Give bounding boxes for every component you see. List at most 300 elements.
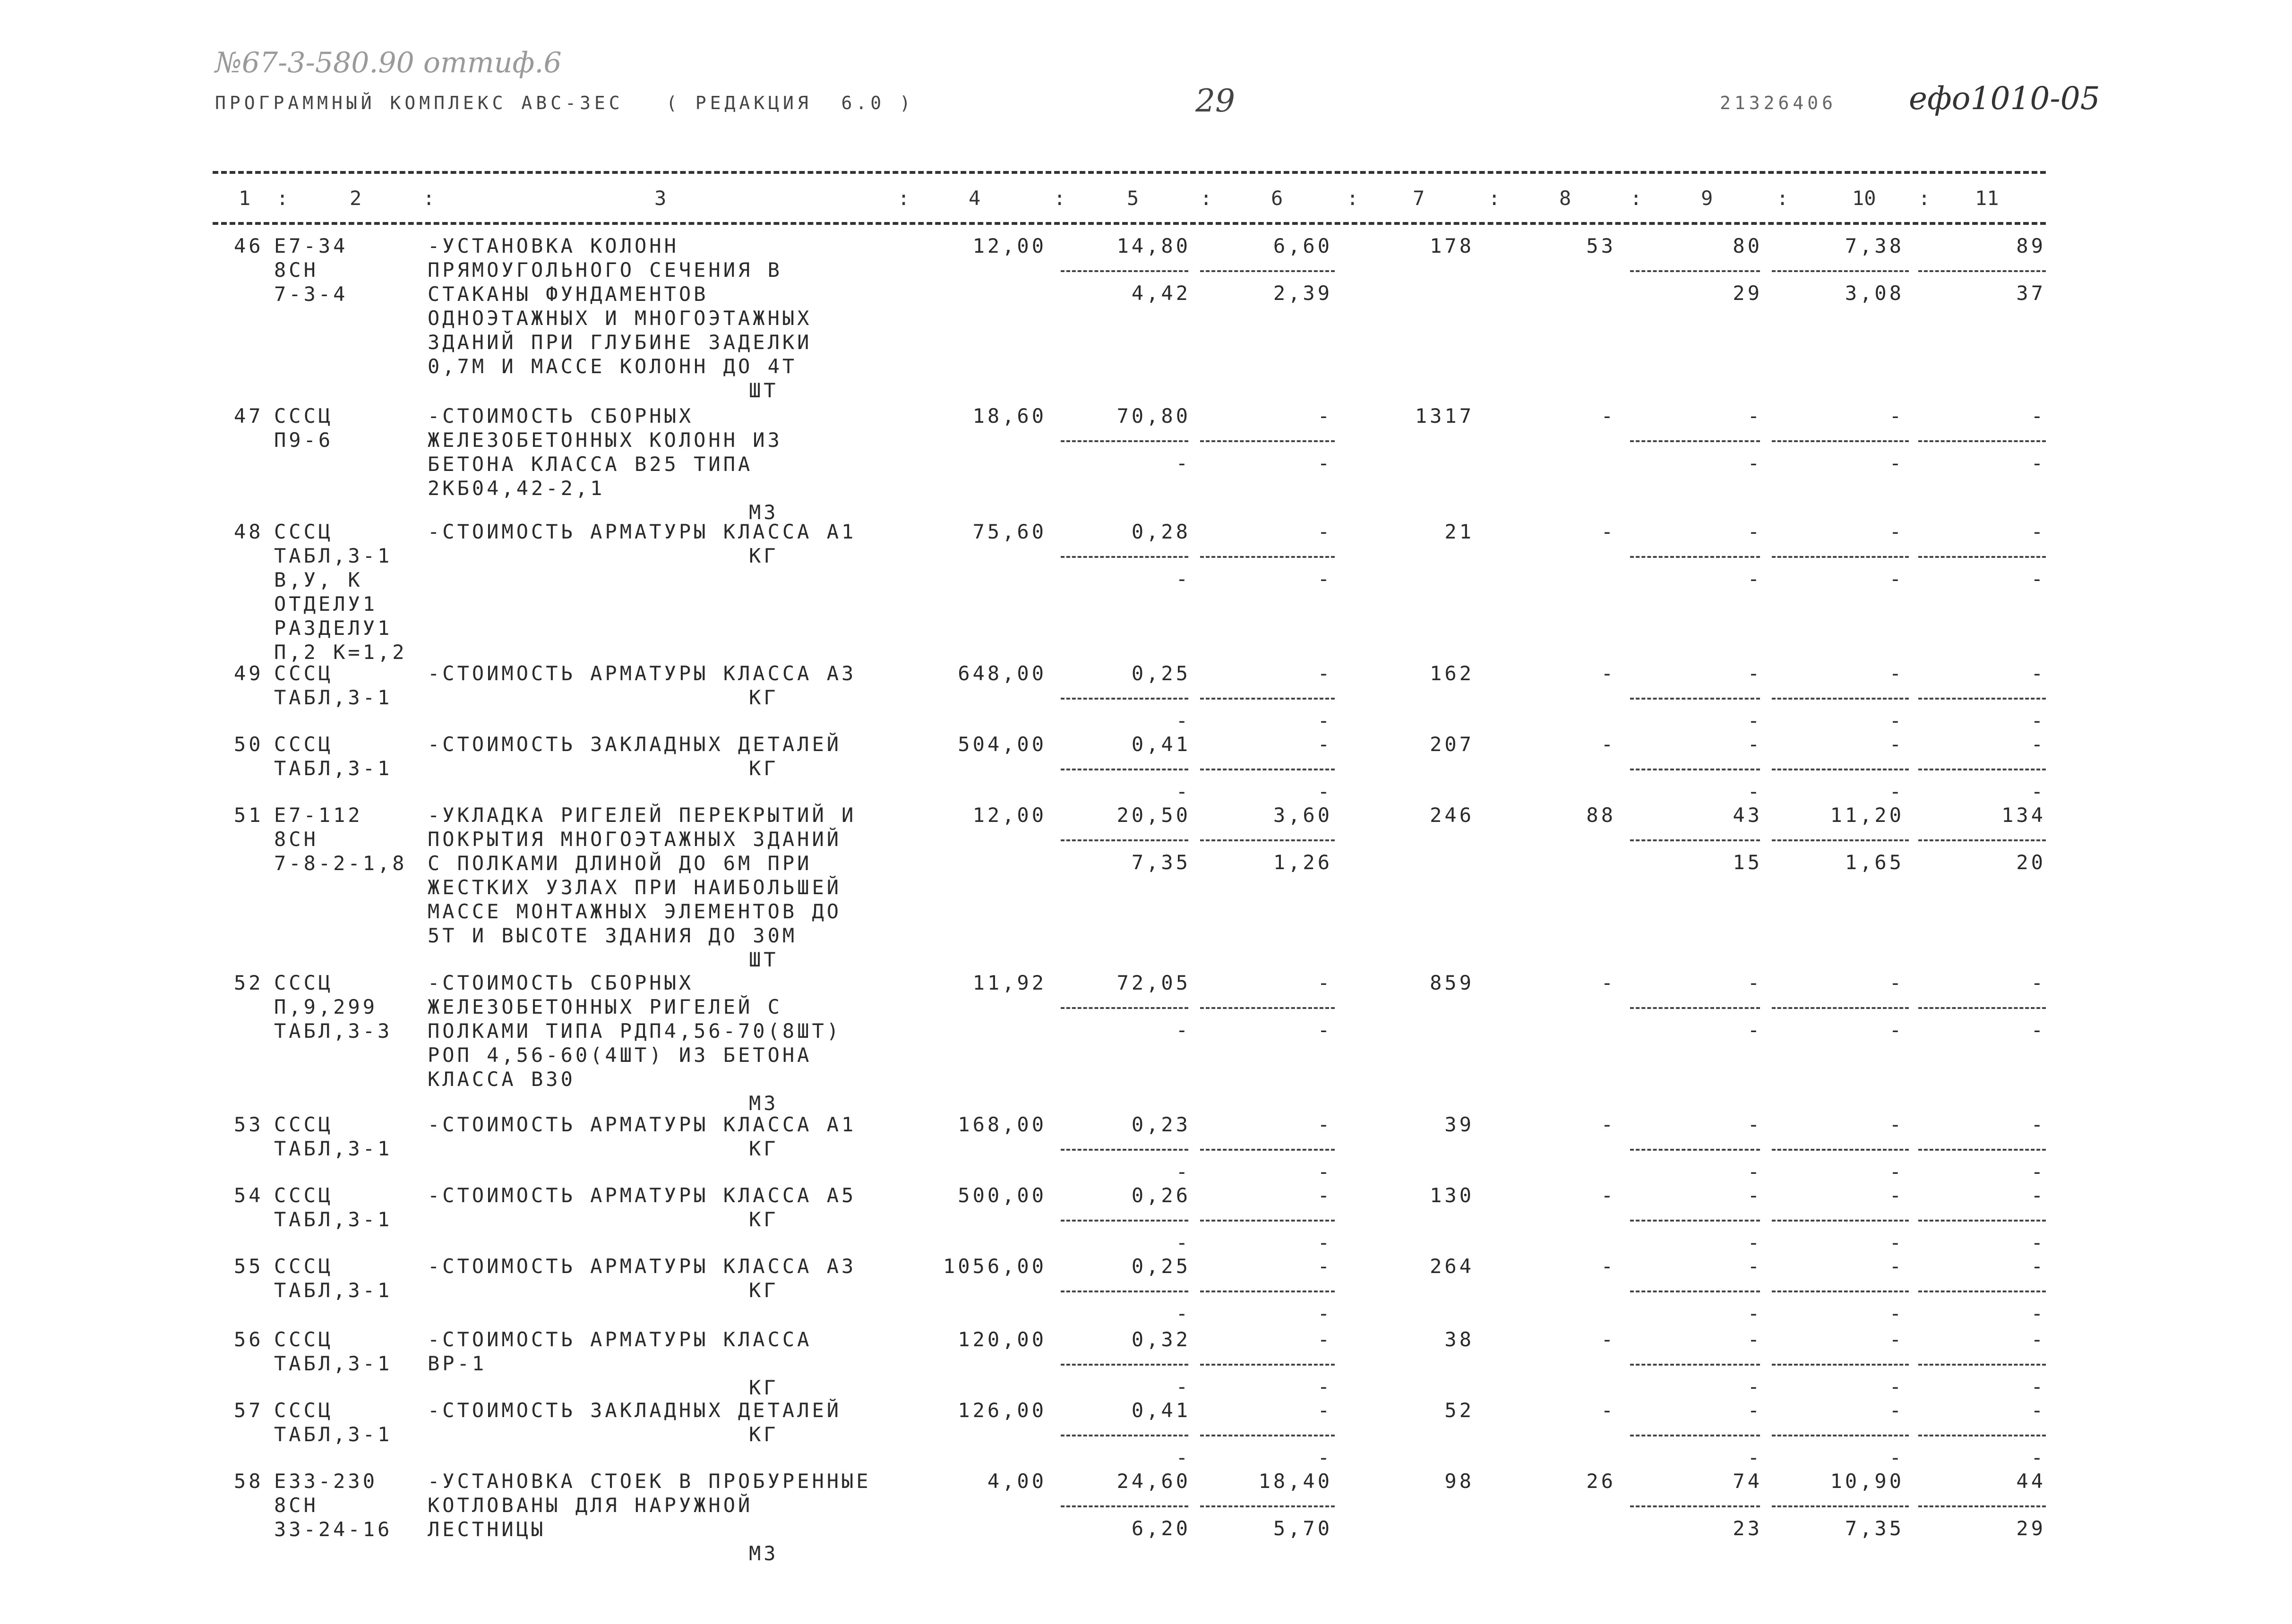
column-separator: : (898, 187, 910, 210)
value-underline (1772, 270, 1909, 272)
value-c10b: - (1889, 780, 1904, 803)
value-c11b: - (2031, 780, 2046, 803)
value-underline (1918, 1364, 2046, 1366)
value-underline (1200, 440, 1335, 442)
value-c6b: 2,39 (1273, 282, 1332, 305)
work-description-line: ЖЕЛЕЗОБЕТОННЫХ КОЛОНН ИЗ (428, 428, 782, 452)
value-underline (1061, 839, 1188, 841)
value-c9b: - (1747, 1018, 1762, 1042)
value-underline (1772, 1007, 1909, 1009)
value-c6: - (1317, 1113, 1332, 1136)
row-number: 53 (234, 1113, 264, 1136)
value-underline (1772, 1364, 1909, 1366)
work-description-line: -СТОИМОСТЬ АРМАТУРЫ КЛАССА А1 (428, 1113, 857, 1136)
value-c9b: - (1747, 1231, 1762, 1254)
value-c10: - (1889, 1184, 1904, 1207)
value-c10: - (1889, 1328, 1904, 1351)
value-c5b: - (1176, 1018, 1191, 1042)
column-header-9: 9 (1701, 187, 1713, 210)
value-underline (1630, 1435, 1760, 1436)
value-c6: 18,40 (1258, 1470, 1332, 1493)
rate-code-line: ТАБЛ,3-1 (274, 544, 393, 567)
value-underline (1918, 1149, 2046, 1151)
work-description-line: С ПОЛКАМИ ДЛИНОЙ ДО 6М ПРИ (428, 852, 812, 875)
value-c5: 0,28 (1131, 520, 1191, 543)
rate-code-line: П,9,299 (274, 995, 378, 1018)
row-number: 48 (234, 520, 264, 543)
unit-of-measure: КГ (749, 757, 779, 780)
value-c7: 178 (1430, 234, 1474, 257)
column-header-5: 5 (1127, 187, 1139, 210)
rate-code-line: ОТДЕЛУ1 (274, 592, 378, 615)
rate-code-line: СССЦ (274, 1399, 334, 1422)
value-c8: - (1601, 1184, 1616, 1207)
handwritten-code: ефо1010-05 (1909, 80, 2100, 117)
value-c11b: 29 (2016, 1517, 2046, 1540)
unit-of-measure: КГ (749, 1137, 779, 1160)
value-underline (1200, 270, 1335, 272)
row-number: 54 (234, 1184, 264, 1207)
work-description-line: ВР-1 (428, 1352, 487, 1375)
column-header-7: 7 (1413, 187, 1425, 210)
rate-code-line: П,2 К=1,2 (274, 641, 407, 664)
value-underline (1630, 1007, 1760, 1009)
unit-of-measure: КГ (749, 686, 779, 709)
value-c11: 89 (2016, 234, 2046, 257)
value-underline (1630, 1149, 1760, 1151)
value-c4: 1056,00 (943, 1255, 1047, 1278)
unit-of-measure: КГ (749, 1208, 779, 1231)
work-description-line: СТАКАНЫ ФУНДАМЕНТОВ (428, 282, 709, 306)
value-underline (1200, 1149, 1335, 1151)
value-underline (1061, 1435, 1188, 1436)
value-underline (1918, 1435, 2046, 1436)
row-number: 50 (234, 733, 264, 756)
value-c8: 88 (1586, 803, 1616, 827)
value-c9b: - (1747, 780, 1762, 803)
value-c5: 0,26 (1131, 1184, 1191, 1207)
value-c6: - (1317, 404, 1332, 427)
value-c9: - (1747, 971, 1762, 994)
value-c11b: - (2031, 1446, 2046, 1469)
value-c5: 70,80 (1116, 404, 1191, 427)
value-underline (1200, 1291, 1335, 1292)
work-description-line: ПОКРЫТИЯ МНОГОЭТАЖНЫХ ЗДАНИЙ (428, 828, 842, 851)
rate-code-line: ТАБЛ,3-1 (274, 1137, 393, 1160)
value-underline (1061, 440, 1188, 442)
value-underline (1200, 769, 1335, 770)
rate-code-line: ТАБЛ,3-1 (274, 1208, 393, 1231)
value-c4: 12,00 (972, 803, 1047, 827)
value-c10: 11,20 (1830, 803, 1904, 827)
value-c5: 72,05 (1116, 971, 1191, 994)
rate-code-line: РАЗДЕЛУ1 (274, 616, 393, 640)
value-c5b: - (1176, 709, 1191, 732)
value-c5b: - (1176, 1302, 1191, 1325)
rate-code-line: 33-24-16 (274, 1518, 393, 1541)
value-underline (1918, 1291, 2046, 1292)
rate-code-line: СССЦ (274, 520, 334, 543)
value-c11: 44 (2016, 1470, 2046, 1493)
value-c6: 3,60 (1273, 803, 1332, 827)
row-number: 52 (234, 971, 264, 994)
value-c7: 21 (1444, 520, 1474, 543)
value-c6: - (1317, 1184, 1332, 1207)
value-c5: 0,41 (1131, 733, 1191, 756)
value-c11b: - (2031, 1160, 2046, 1183)
value-c5b: - (1176, 1446, 1191, 1469)
value-underline (1200, 1364, 1335, 1366)
unit-of-measure: М3 (749, 1542, 779, 1565)
value-underline (1200, 1435, 1335, 1436)
value-c9: - (1747, 662, 1762, 685)
rate-code-line: 8СН (274, 1494, 318, 1517)
value-c4: 75,60 (972, 520, 1047, 543)
value-c5: 0,41 (1131, 1399, 1191, 1422)
rate-code-line: Е7-34 (274, 234, 348, 257)
column-separator: : (423, 187, 435, 210)
value-c10: - (1889, 520, 1904, 543)
value-underline (1772, 1505, 1909, 1507)
value-underline (1200, 698, 1335, 700)
value-c11b: 20 (2016, 851, 2046, 874)
value-c4: 648,00 (958, 662, 1047, 685)
value-c11: - (2031, 1328, 2046, 1351)
value-c5: 0,32 (1131, 1328, 1191, 1351)
work-description-line: КЛАССА В30 (428, 1068, 575, 1091)
rate-code-line: ТАБЛ,3-1 (274, 757, 393, 780)
value-underline (1630, 769, 1760, 770)
row-number: 56 (234, 1328, 264, 1351)
rate-code-line: СССЦ (274, 733, 334, 756)
value-c10b: - (1889, 1231, 1904, 1254)
value-c6b: - (1317, 780, 1332, 803)
work-description-line: -СТОИМОСТЬ АРМАТУРЫ КЛАССА А1 (428, 520, 857, 543)
value-c5: 0,25 (1131, 1255, 1191, 1278)
value-c10b: 1,65 (1845, 851, 1904, 874)
value-c6: - (1317, 971, 1332, 994)
value-c5b: 6,20 (1131, 1517, 1191, 1540)
value-c10: - (1889, 971, 1904, 994)
value-c4: 4,00 (987, 1470, 1047, 1493)
unit-of-measure: КГ (749, 1376, 779, 1399)
value-c8: - (1601, 971, 1616, 994)
value-underline (1918, 1007, 2046, 1009)
work-description-line: ЛЕСТНИЦЫ (428, 1518, 546, 1541)
value-underline (1061, 556, 1188, 558)
value-c8: - (1601, 733, 1616, 756)
value-c7: 98 (1444, 1470, 1474, 1493)
value-underline (1772, 1220, 1909, 1222)
value-c10b: - (1889, 1018, 1904, 1042)
value-c11b: - (2031, 1302, 2046, 1325)
value-c6: - (1317, 520, 1332, 543)
value-underline (1918, 839, 2046, 841)
value-underline (1918, 1505, 2046, 1507)
column-header-3: 3 (654, 187, 667, 210)
rate-code-line: СССЦ (274, 1255, 334, 1278)
rate-code-line: Е7-112 (274, 803, 363, 827)
header-bottom-rule (213, 222, 2046, 225)
rate-code-line: В,У, К (274, 568, 363, 591)
value-c8: - (1601, 1255, 1616, 1278)
value-c6b: 5,70 (1273, 1517, 1332, 1540)
value-c4: 126,00 (958, 1399, 1047, 1422)
value-c11: - (2031, 733, 2046, 756)
value-underline (1772, 839, 1909, 841)
value-c9b: - (1747, 567, 1762, 590)
rate-code-line: СССЦ (274, 404, 334, 427)
row-number: 55 (234, 1255, 264, 1278)
unit-of-measure: ШТ (749, 379, 779, 402)
value-underline (1200, 1505, 1335, 1507)
value-c10: - (1889, 1399, 1904, 1422)
value-c7: 1317 (1415, 404, 1474, 427)
rate-code-line: ТАБЛ,3-1 (274, 1423, 393, 1446)
value-c11: 134 (2001, 803, 2046, 827)
value-c9: 80 (1733, 234, 1762, 257)
row-number: 57 (234, 1399, 264, 1422)
value-c6b: - (1317, 1446, 1332, 1469)
value-c10: - (1889, 662, 1904, 685)
page-number: 29 (1195, 83, 1235, 119)
handwritten-reference: №67-3-580.90 оттиф.6 (215, 46, 562, 79)
work-description-line: -СТОИМОСТЬ ЗАКЛАДНЫХ ДЕТАЛЕЙ (428, 1399, 842, 1422)
value-c10b: - (1889, 567, 1904, 590)
value-c8: - (1601, 404, 1616, 427)
value-c10b: 3,08 (1845, 282, 1904, 305)
value-underline (1630, 1505, 1760, 1507)
rate-code-line: П9-6 (274, 428, 334, 452)
work-description-line: -СТОИМОСТЬ АРМАТУРЫ КЛАССА (428, 1328, 812, 1351)
value-c8: - (1601, 1328, 1616, 1351)
column-header-4: 4 (969, 187, 981, 210)
value-underline (1918, 440, 2046, 442)
unit-of-measure: М3 (749, 501, 779, 524)
row-number: 49 (234, 662, 264, 685)
value-c6: - (1317, 1255, 1332, 1278)
value-c10b: - (1889, 1302, 1904, 1325)
value-c5: 20,50 (1116, 803, 1191, 827)
value-c9: - (1747, 1399, 1762, 1422)
value-c9: - (1747, 1328, 1762, 1351)
value-c10b: - (1889, 1446, 1904, 1469)
value-underline (1772, 1149, 1909, 1151)
value-c9: - (1747, 520, 1762, 543)
column-separator: : (1488, 187, 1501, 210)
value-c10: 7,38 (1845, 234, 1904, 257)
column-separator: : (1777, 187, 1789, 210)
value-underline (1918, 698, 2046, 700)
value-c8: - (1601, 662, 1616, 685)
unit-of-measure: КГ (749, 544, 779, 567)
value-c9: - (1747, 733, 1762, 756)
program-edition: ( РЕДАКЦИЯ 6.0 ) (666, 93, 914, 113)
value-c6b: - (1317, 1231, 1332, 1254)
value-underline (1061, 769, 1188, 770)
value-underline (1061, 1220, 1188, 1222)
rate-code-line: ТАБЛ,3-1 (274, 1279, 393, 1302)
value-c8: - (1601, 520, 1616, 543)
unit-of-measure: М3 (749, 1092, 779, 1115)
value-underline (1772, 769, 1909, 770)
value-c8: 26 (1586, 1470, 1616, 1493)
value-c9b: - (1747, 1446, 1762, 1469)
value-c10b: - (1889, 1375, 1904, 1398)
header-top-rule (213, 171, 2046, 174)
value-c11: - (2031, 1113, 2046, 1136)
rate-code-line: СССЦ (274, 971, 334, 994)
value-c5b: - (1176, 452, 1191, 475)
value-c9: - (1747, 404, 1762, 427)
value-c6b: - (1317, 1160, 1332, 1183)
value-underline (1061, 270, 1188, 272)
value-c6b: - (1317, 1302, 1332, 1325)
value-c4: 168,00 (958, 1113, 1047, 1136)
value-c9b: - (1747, 1160, 1762, 1183)
value-c5b: - (1176, 567, 1191, 590)
value-underline (1772, 1435, 1909, 1436)
value-underline (1630, 1291, 1760, 1292)
value-c6b: - (1317, 567, 1332, 590)
value-c6: - (1317, 1399, 1332, 1422)
value-c10b: 7,35 (1845, 1517, 1904, 1540)
column-separator: : (1200, 187, 1212, 210)
value-c10: - (1889, 404, 1904, 427)
value-c11: - (2031, 520, 2046, 543)
value-c9b: - (1747, 452, 1762, 475)
work-description-line: ЖЕЛЕЗОБЕТОННЫХ РИГЕЛЕЙ С (428, 995, 782, 1018)
value-c9: - (1747, 1113, 1762, 1136)
rate-code-line: 7-3-4 (274, 282, 348, 306)
rate-code-line: 7-8-2-1,8 (274, 852, 407, 875)
value-c5: 24,60 (1116, 1470, 1191, 1493)
row-number: 58 (234, 1470, 264, 1493)
value-c10b: - (1889, 452, 1904, 475)
value-underline (1061, 1291, 1188, 1292)
value-c5b: - (1176, 1375, 1191, 1398)
value-underline (1630, 556, 1760, 558)
value-c9b: - (1747, 1302, 1762, 1325)
value-c10b: - (1889, 1160, 1904, 1183)
value-c6b: - (1317, 709, 1332, 732)
value-c5: 0,25 (1131, 662, 1191, 685)
value-c10: - (1889, 733, 1904, 756)
value-underline (1918, 556, 2046, 558)
work-description-line: ОДНОЭТАЖНЫХ И МНОГОЭТАЖНЫХ (428, 307, 812, 330)
value-c7: 859 (1430, 971, 1474, 994)
value-c9: - (1747, 1184, 1762, 1207)
value-c5b: - (1176, 1160, 1191, 1183)
column-header-1: 1 (239, 187, 251, 210)
row-number: 47 (234, 404, 264, 427)
value-c4: 500,00 (958, 1184, 1047, 1207)
rate-code-line: СССЦ (274, 662, 334, 685)
value-c5b: 7,35 (1131, 851, 1191, 874)
work-description-line: 2КБ04,42-2,1 (428, 477, 605, 500)
value-c10b: - (1889, 709, 1904, 732)
work-description-line: РОП 4,56-60(4ШТ) ИЗ БЕТОНА (428, 1043, 812, 1067)
column-header-6: 6 (1271, 187, 1283, 210)
value-c6b: - (1317, 1375, 1332, 1398)
column-header-2: 2 (350, 187, 362, 210)
value-c7: 52 (1444, 1399, 1474, 1422)
row-number: 46 (234, 234, 264, 257)
value-c11: - (2031, 404, 2046, 427)
value-c9b: - (1747, 709, 1762, 732)
value-c7: 130 (1430, 1184, 1474, 1207)
rate-code-line: 8СН (274, 828, 318, 851)
work-description-line: КОТЛОВАНЫ ДЛЯ НАРУЖНОЙ (428, 1494, 753, 1517)
value-c4: 12,00 (972, 234, 1047, 257)
value-c6: - (1317, 662, 1332, 685)
value-underline (1061, 1364, 1188, 1366)
value-c5: 0,23 (1131, 1113, 1191, 1136)
value-c11: - (2031, 1399, 2046, 1422)
work-description-line: МАССЕ МОНТАЖНЫХ ЭЛЕМЕНТОВ ДО (428, 900, 842, 923)
rate-code-line: СССЦ (274, 1113, 334, 1136)
rate-code-line: Е33-230 (274, 1470, 378, 1493)
unit-of-measure: КГ (749, 1423, 779, 1446)
value-underline (1772, 698, 1909, 700)
work-description-line: -СТОИМОСТЬ АРМАТУРЫ КЛАССА А5 (428, 1184, 857, 1207)
work-description-line: -СТОИМОСТЬ АРМАТУРЫ КЛАССА А3 (428, 1255, 857, 1278)
value-underline (1918, 270, 2046, 272)
unit-of-measure: КГ (749, 1279, 779, 1302)
value-underline (1630, 1220, 1760, 1222)
row-number: 51 (234, 803, 264, 827)
value-c6b: - (1317, 1018, 1332, 1042)
value-underline (1630, 270, 1760, 272)
value-c11b: 37 (2016, 282, 2046, 305)
rate-code-line: СССЦ (274, 1184, 334, 1207)
value-c11b: - (2031, 567, 2046, 590)
value-c10: 10,90 (1830, 1470, 1904, 1493)
value-c9b: - (1747, 1375, 1762, 1398)
work-description-line: -УСТАНОВКА КОЛОНН (428, 234, 679, 257)
work-description-line: ЖЕСТКИХ УЗЛАХ ПРИ НАИБОЛЬШЕЙ (428, 876, 842, 899)
value-underline (1200, 1220, 1335, 1222)
value-c7: 264 (1430, 1255, 1474, 1278)
work-description-line: БЕТОНА КЛАССА В25 ТИПА (428, 453, 753, 476)
column-header-8: 8 (1559, 187, 1571, 210)
work-description-line: ПРЯМОУГОЛЬНОГО СЕЧЕНИЯ В (428, 258, 782, 282)
column-header-11: 11 (1975, 187, 1999, 210)
value-c9: - (1747, 1255, 1762, 1278)
column-separator: : (1347, 187, 1359, 210)
document-code: 21326406 (1720, 93, 1837, 113)
value-underline (1918, 769, 2046, 770)
value-c8: - (1601, 1399, 1616, 1422)
value-c9b: 15 (1733, 851, 1762, 874)
work-description-line: -СТОИМОСТЬ ЗАКЛАДНЫХ ДЕТАЛЕЙ (428, 733, 842, 756)
value-c11b: - (2031, 1375, 2046, 1398)
value-c7: 207 (1430, 733, 1474, 756)
value-c5: 14,80 (1116, 234, 1191, 257)
value-c6: 6,60 (1273, 234, 1332, 257)
value-c11b: - (2031, 1231, 2046, 1254)
work-description-line: 5Т И ВЫСОТЕ ЗДАНИЯ ДО 30М (428, 924, 798, 947)
value-c10: - (1889, 1255, 1904, 1278)
value-c7: 162 (1430, 662, 1474, 685)
value-c9b: 29 (1733, 282, 1762, 305)
value-underline (1630, 1364, 1760, 1366)
column-separator: : (1054, 187, 1066, 210)
value-c6b: - (1317, 452, 1332, 475)
value-c11: - (2031, 1184, 2046, 1207)
value-underline (1061, 698, 1188, 700)
value-c7: 246 (1430, 803, 1474, 827)
